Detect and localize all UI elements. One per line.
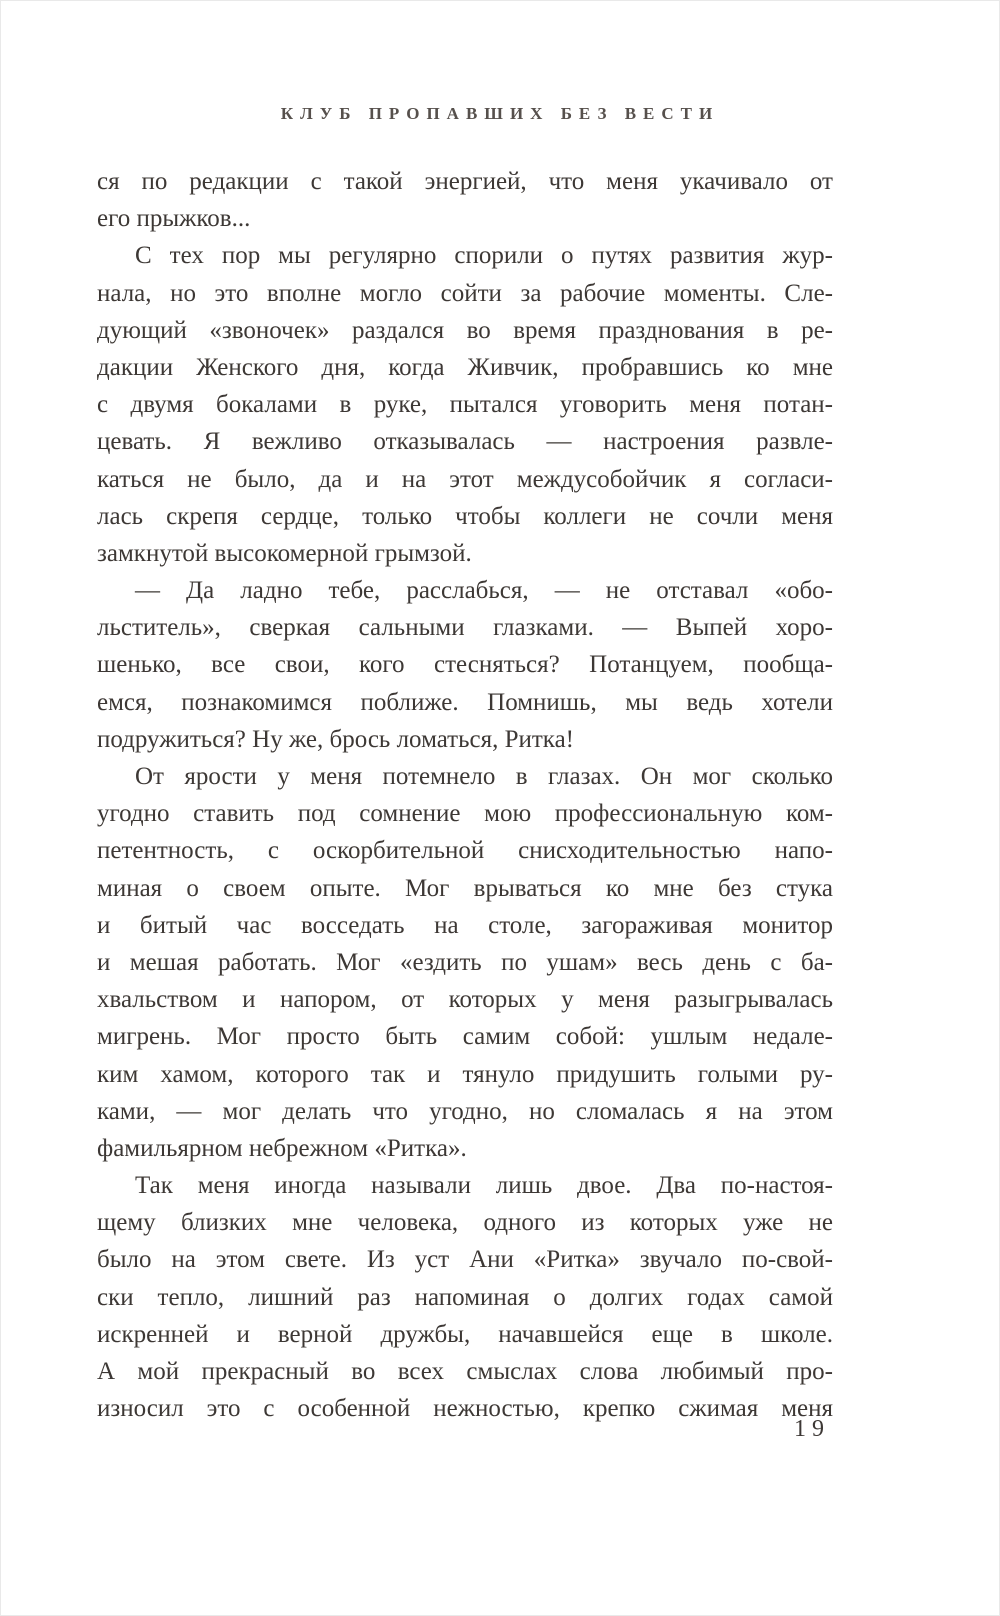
text-line: щему близких мне человека, одного из которых уже не — [97, 1209, 833, 1237]
text-line: угодно ставить под сомнение мою профессиональную ком- — [97, 800, 833, 828]
text-line: дующий «звоночек» раздался во время празднования в ре- — [97, 316, 833, 344]
text-line: Так меня иногда называли лишь двое. Два по-настоя- — [135, 1172, 833, 1200]
text-line: мигрень. Мог просто быть самим собой: ушлым недале- — [97, 1023, 833, 1051]
text-line: А мой прекрасный во всех смыслах слова любимый про- — [97, 1358, 833, 1385]
text-line: С тех пор мы регулярно спорили о путях развития жур- — [135, 242, 833, 270]
text-line: ски тепло, лишний раз напоминая о долгих годах самой — [97, 1283, 833, 1311]
text-line: льститель», сверкая сальными глазками. — Выпей хоро- — [97, 614, 833, 642]
text-line: замкнутой высокомерной грымзой. — [97, 539, 472, 567]
text-line: каться не было, да и на этот междусобойчик я согласи- — [97, 465, 833, 493]
page-number: 19 — [794, 1416, 830, 1442]
text-line: емся, познакомимся поближе. Помнишь, мы ведь хотели — [97, 688, 833, 716]
text-line: искренней и верной дружбы, начавшейся еще в школе. — [97, 1320, 833, 1348]
text-line: и мешая работать. Мог «ездить по ушам» весь день с ба- — [97, 948, 833, 976]
text-line: было на этом свете. Из уст Ани «Ритка» звучало по-свой- — [97, 1246, 833, 1274]
text-line: ким хамом, которого так и тянуло придушить голыми ру- — [97, 1060, 833, 1088]
text-line: лась скрепя сердце, только чтобы коллеги не сочли меня — [97, 502, 833, 530]
text-line: и битый час восседать на столе, загораживая монитор — [97, 911, 833, 939]
text-line: шенько, все свои, кого стесняться? Потанцуем, пообща- — [97, 651, 833, 679]
text-line: От ярости у меня потемнело в глазах. Он мог сколько — [135, 763, 833, 790]
text-line: подружиться? Ну же, брось ломаться, Ритка! — [97, 725, 574, 753]
text-line: износил это с особенной нежностью, крепко сжимая меня — [97, 1395, 833, 1423]
text-line: цевать. Я вежливо отказывалась — настроения развле- — [97, 428, 833, 456]
text-line: фамильярном небрежном «Ритка». — [97, 1134, 467, 1162]
text-line: хвальством и напором, от которых у меня разыгрывалась — [97, 986, 833, 1014]
text-block — [97, 163, 833, 1427]
text-line: миная о своем опыте. Мог врываться ко мне без стука — [97, 874, 833, 902]
text-line: его прыжков... — [97, 205, 251, 233]
text-line: ся по редакции с такой энергией, что меня укачивало от — [97, 168, 833, 195]
text-line: петентность, с оскорбительной снисходительностью напо- — [97, 837, 833, 865]
text-line: нала, но это вполне могло сойти за рабочие моменты. Сле- — [97, 279, 833, 307]
running-header: КЛУБ ПРОПАВШИХ БЕЗ ВЕСТИ — [280, 104, 720, 123]
text-line: ками, — мог делать что угодно, но сломалась я на этом — [97, 1097, 833, 1125]
text-line: дакции Женского дня, когда Живчик, пробравшись ко мне — [97, 353, 833, 381]
text-line: — Да ладно тебе, расслабься, — не отставал «обо- — [135, 577, 833, 605]
text-line: с двумя бокалами в руке, пытался уговорить меня потан- — [97, 391, 833, 419]
